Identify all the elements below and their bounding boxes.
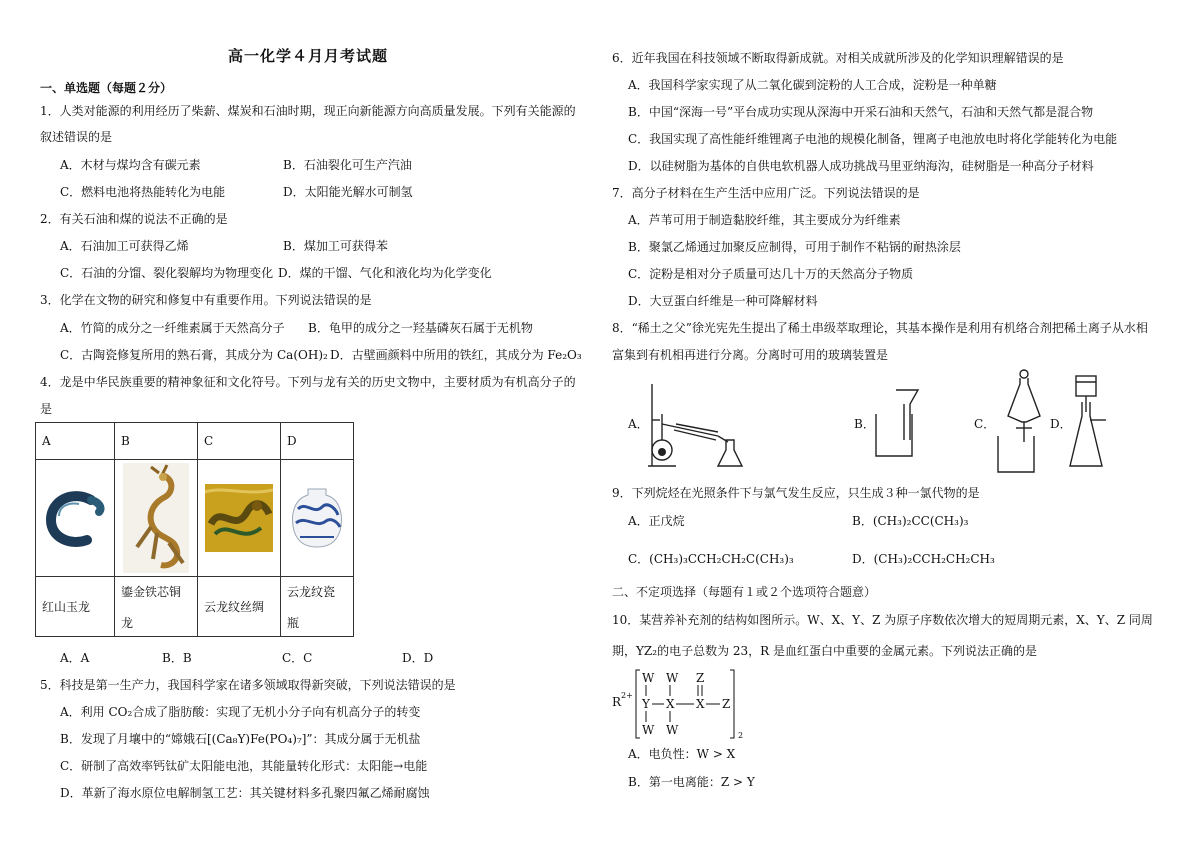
q2-stem: 2．有关石油和煤的说法不正确的是 bbox=[40, 212, 228, 226]
q10-option-b: B．第一电离能：Z > Y bbox=[628, 775, 755, 789]
q2-option-b: B．煤加工可获得苯 bbox=[283, 239, 388, 253]
q1-option-b: B．石油裂化可生产汽油 bbox=[283, 158, 412, 172]
q6-stem: 6．近年我国在科技领域不断取得新成就。对相关成就所涉及的化学知识理解错误的是 bbox=[612, 51, 1064, 65]
distillation-apparatus-icon bbox=[646, 380, 746, 470]
jade-dragon-image bbox=[43, 486, 107, 550]
q10-structure-formula bbox=[612, 668, 752, 740]
q10-option-a: A．电负性：W > X bbox=[628, 747, 736, 761]
q4-header-c: C bbox=[198, 423, 281, 460]
q7-stem: 7．高分子材料在生产生活中应用广泛。下列说法错误的是 bbox=[612, 186, 920, 200]
formula-x2: X bbox=[696, 697, 705, 711]
q10-stem: 10．某营养补充剂的结构如图所示。W、X、Y、Z 为原子序数依次增大的短周期元素，X、Y、Z 同周 bbox=[612, 613, 1153, 627]
q4-name-b: 鎏金铁芯铜 龙 bbox=[115, 577, 198, 637]
q1-stem-cont: 叙述错误的是 bbox=[40, 130, 113, 144]
q4-header-a: A bbox=[36, 423, 115, 460]
q8-option-b-label: B． bbox=[854, 417, 875, 431]
q4-stem-cont: 是 bbox=[40, 402, 53, 416]
q3-option-b: B．龟甲的成分之一羟基磷灰石属于无机物 bbox=[308, 321, 533, 335]
q7-option-d: D．大豆蛋白纤维是一种可降解材料 bbox=[628, 294, 818, 308]
q5-option-d: D．革新了海水原位电解制氢工艺：其关键材料多孔聚四氟乙烯耐腐蚀 bbox=[60, 786, 430, 800]
q7-option-a: A．芦苇可用于制造黏胶纤维，其主要成分为纤维素 bbox=[628, 213, 901, 227]
q8-option-d-label: D． bbox=[1050, 417, 1072, 431]
q5-stem: 5．科技是第一生产力，我国科学家在诸多领域取得新突破，下列说法错误的是 bbox=[40, 678, 456, 692]
formula-y: Y bbox=[642, 697, 650, 711]
formula-r: R bbox=[612, 695, 622, 709]
silk-dragon-image bbox=[205, 484, 273, 552]
q9-option-c: C．(CH₃)₃CCH₂CH₂C(CH₃)₃ bbox=[628, 552, 794, 566]
q8-option-a-label: A． bbox=[628, 417, 649, 431]
q4-option-a: A．A bbox=[60, 651, 90, 665]
q8-stem-cont: 富集到有机相再进行分离。分离时可用的玻璃装置是 bbox=[612, 348, 889, 362]
q4-image-cell-a bbox=[36, 460, 115, 577]
q1-stem: 1．人类对能源的利用经历了柴薪、煤炭和石油时期，现正向新能源方向高质量发展。下列有关能源的 bbox=[40, 104, 576, 118]
q4-image-cell-b bbox=[115, 460, 198, 577]
q5-option-b: B．发现了月壤中的“嫦娥石[(Ca₈Y)Fe(PO₄)₇]”：其成分属于无机盐 bbox=[60, 732, 421, 746]
q4-option-d: D．D bbox=[402, 651, 434, 665]
q3-stem: 3．化学在文物的研究和修复中有重要作用。下列说法错误的是 bbox=[40, 293, 372, 307]
porcelain-vase-image bbox=[288, 485, 346, 551]
q4-name-c: 云龙纹丝绸 bbox=[198, 577, 281, 637]
q9-option-a: A．正戊烷 bbox=[628, 514, 685, 528]
q3-option-a: A．竹简的成分之一纤维素属于天然高分子 bbox=[60, 321, 285, 335]
q4-header-d: D bbox=[281, 423, 354, 460]
section-2-heading: 二、不定项选择（每题有１或２个选项符合题意） bbox=[612, 585, 877, 599]
formula-w2: W bbox=[666, 671, 679, 685]
q3-option-d: D．古壁画颜料中所用的铁红，其成分为 Fe₂O₃ bbox=[330, 348, 582, 362]
formula-x1: X bbox=[666, 697, 675, 711]
q4-artifact-table bbox=[35, 422, 354, 637]
formula-w4: W bbox=[666, 723, 679, 737]
q6-option-c: C．我国实现了高性能纤维锂离子电池的规模化制备，锂离子电池放电时将化学能转化为电能 bbox=[628, 132, 1118, 146]
q6-option-d: D．以硅树脂为基体的自供电软机器人成功挑战马里亚纳海沟，硅树脂是一种高分子材料 bbox=[628, 159, 1094, 173]
q8-option-c-label: C． bbox=[974, 417, 996, 431]
formula-w3: W bbox=[642, 723, 655, 737]
q5-option-a: A．利用 CO₂合成了脂肪酸：实现了无机小分子向有机高分子的转变 bbox=[60, 705, 421, 719]
q2-option-d: D．煤的干馏、气化和液化均为化学变化 bbox=[278, 266, 492, 280]
q1-option-d: D．太阳能光解水可制氢 bbox=[283, 185, 413, 199]
q4-header-b: B bbox=[115, 423, 198, 460]
formula-subscript: 2 bbox=[738, 731, 744, 740]
q2-option-a: A．石油加工可获得乙烯 bbox=[60, 239, 189, 253]
q3-option-c: C．古陶瓷修复所用的熟石膏，其成分为 Ca(OH)₂ bbox=[60, 348, 328, 362]
q6-option-b: B．中国“深海一号”平台成功实现从深海中开采石油和天然气，石油和天然气都是混合物 bbox=[628, 105, 1094, 119]
funnel-beaker-icon bbox=[872, 384, 928, 460]
q4-image-cell-c bbox=[198, 460, 281, 577]
q4-option-b: B．B bbox=[162, 651, 192, 665]
q5-option-c: C．研制了高效率钙钛矿太阳能电池，其能量转化形式：太阳能→电能 bbox=[60, 759, 428, 773]
q2-option-c: C．石油的分馏、裂化裂解均为物理变化 bbox=[60, 266, 274, 280]
q6-option-a: A．我国科学家实现了从二氧化碳到淀粉的人工合成，淀粉是一种单糖 bbox=[628, 78, 997, 92]
q7-option-c: C．淀粉是相对分子质量可达几十万的天然高分子物质 bbox=[628, 267, 914, 281]
suction-filtration-icon bbox=[1066, 372, 1110, 470]
separatory-funnel-icon bbox=[994, 366, 1044, 476]
page-title: 高一化学４月月考试题 bbox=[228, 47, 389, 65]
formula-charge: 2+ bbox=[621, 691, 633, 700]
q4-name-a: 红山玉龙 bbox=[36, 577, 115, 637]
section-1-heading: 一、单选题（每题２分） bbox=[40, 81, 173, 95]
formula-z2: Z bbox=[722, 697, 731, 711]
q4-option-c: C．C bbox=[282, 651, 313, 665]
formula-z1: Z bbox=[696, 671, 705, 685]
q9-option-b: B．(CH₃)₂CC(CH₃)₃ bbox=[852, 514, 969, 528]
q7-option-b: B．聚氯乙烯通过加聚反应制得，可用于制作不粘锅的耐热涂层 bbox=[628, 240, 961, 254]
q8-stem: 8．“稀土之父”徐光宪先生提出了稀土串级萃取理论，其基本操作是利用有机络合剂把稀土离子从水相 bbox=[612, 321, 1148, 335]
q4-image-cell-d bbox=[281, 460, 354, 577]
q10-stem-cont: 期，YZ₂的电子总数为 23，R 是血红蛋白中重要的金属元素。下列说法正确的是 bbox=[612, 644, 1038, 658]
q1-option-a: A．木材与煤均含有碳元素 bbox=[60, 158, 201, 172]
q9-option-d: D．(CH₃)₂CCH₂CH₂CH₃ bbox=[852, 552, 995, 566]
q4-name-d: 云龙纹瓷 瓶 bbox=[281, 577, 354, 637]
q9-stem: 9．下列烷烃在光照条件下与氯气发生反应，只生成３种一氯代物的是 bbox=[612, 486, 980, 500]
q1-option-c: C．燃料电池将热能转化为电能 bbox=[60, 185, 226, 199]
bronze-dragon-image bbox=[123, 463, 189, 573]
formula-w1: W bbox=[642, 671, 655, 685]
q4-stem: 4．龙是中华民族重要的精神象征和文化符号。下列与龙有关的历史文物中，主要材质为有机高分子的 bbox=[40, 375, 576, 389]
